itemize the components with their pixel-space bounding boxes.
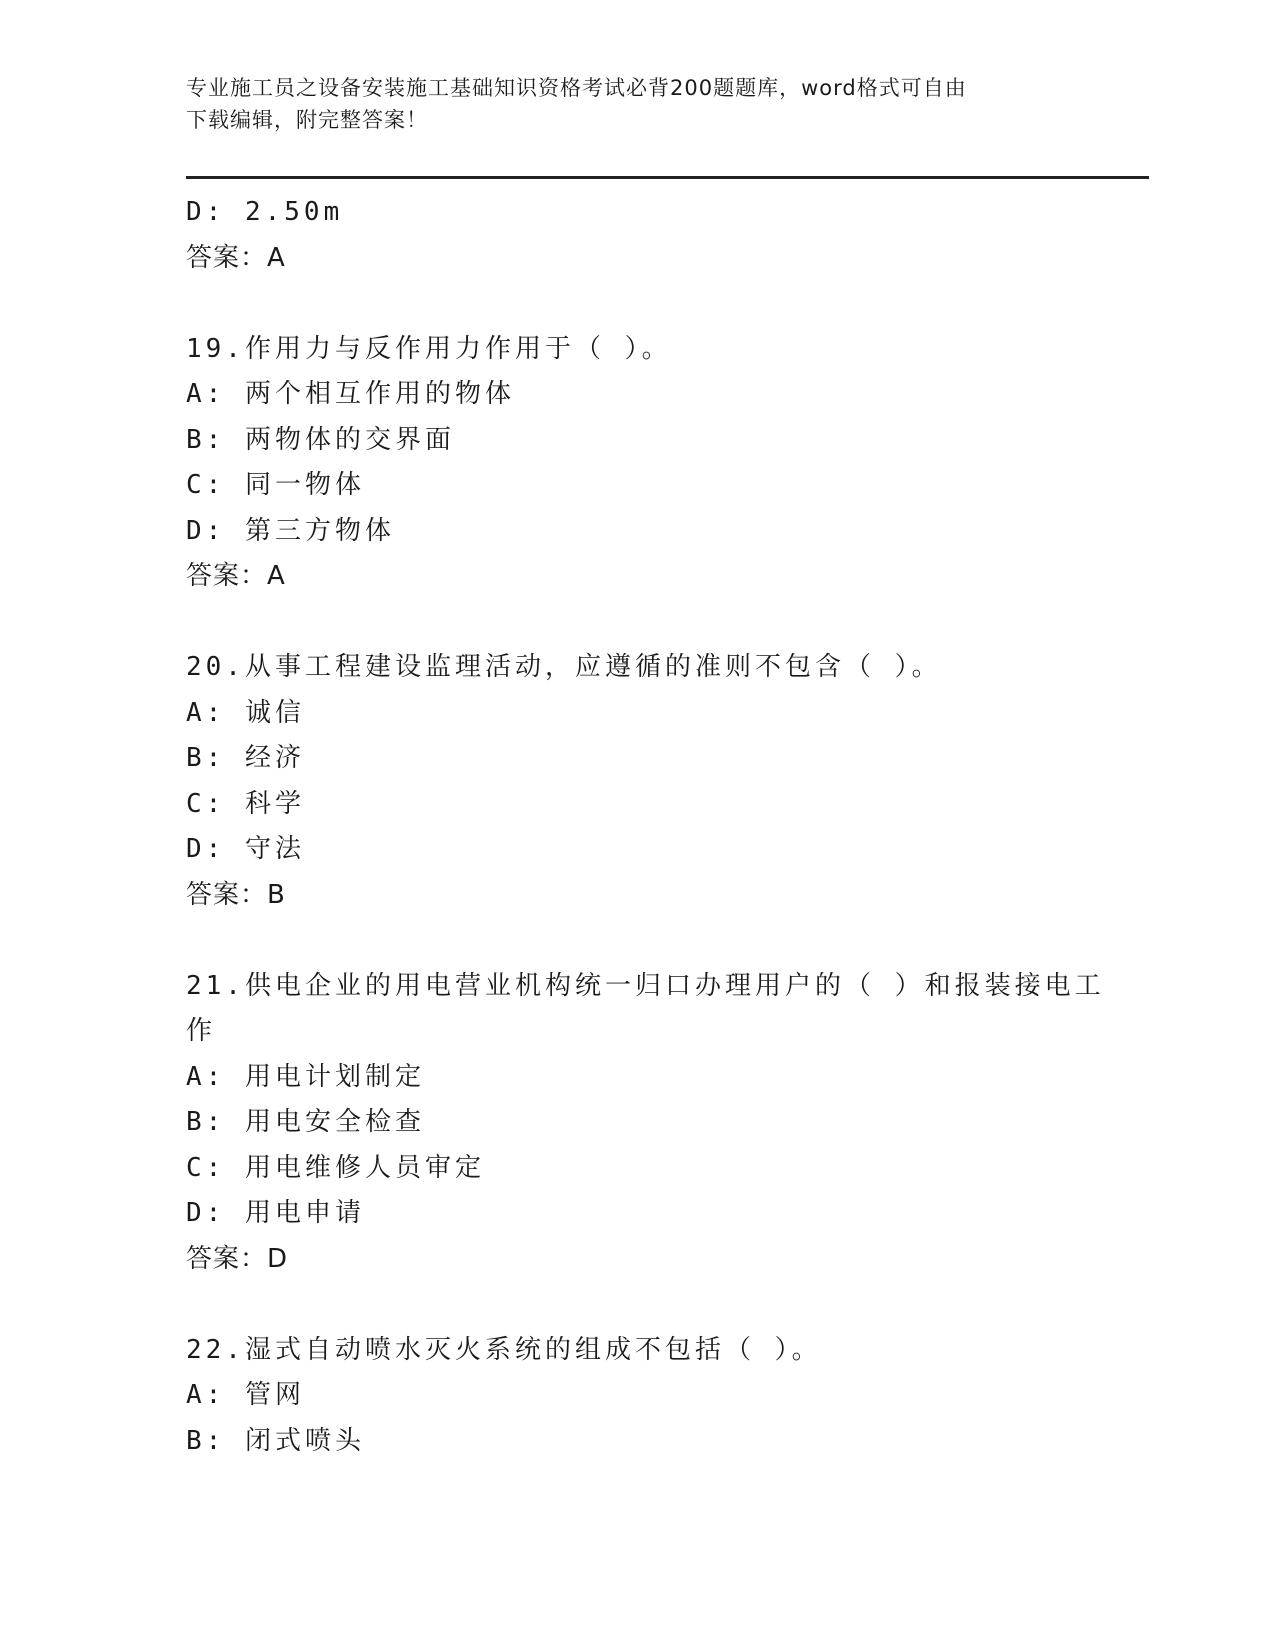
header-line-1: 专业施工员之设备安装施工基础知识资格考试必背200题题库，word格式可自由 xyxy=(186,76,967,100)
question-stem: 19.作用力与反作用力作用于（ ）。 xyxy=(186,333,672,364)
header-divider xyxy=(186,176,1149,179)
option-b: B: 用电安全检查 xyxy=(186,1107,425,1137)
option-b: B: 经济 xyxy=(186,743,305,773)
question-stem: 20.从事工程建设监理活动，应遵循的准则不包含（ ）。 xyxy=(186,652,942,682)
option-b: B: 两物体的交界面 xyxy=(186,424,455,455)
question-19 xyxy=(186,327,1086,600)
option-c: C: 同一物体 xyxy=(186,470,365,500)
question-22 xyxy=(186,1328,1086,1465)
option-c: C: 用电维修人员审定 xyxy=(186,1152,485,1183)
question-stem: 22.湿式自动喷水灭火系统的组成不包括（ ）。 xyxy=(186,1334,822,1365)
answer: 答案：D xyxy=(186,1243,289,1274)
option-b: B: 闭式喷头 xyxy=(186,1425,365,1456)
question-content xyxy=(186,190,1105,1464)
option-d: D: 守法 xyxy=(186,834,305,864)
question-21 xyxy=(186,964,1105,1283)
option-d: D: 2.50m xyxy=(186,197,344,227)
question-stem-line-1: 21.供电企业的用电营业机构统一归口办理用户的（ ）和报装接电工 xyxy=(186,970,1105,1001)
question-18-tail xyxy=(186,190,1086,281)
option-a: A: 管网 xyxy=(186,1380,305,1410)
question-stem-line-2: 作 xyxy=(186,1016,217,1046)
header-line-2: 下载编辑，附完整答案！ xyxy=(186,108,428,132)
answer: 答案：A xyxy=(186,561,286,591)
answer: 答案：B xyxy=(186,879,286,910)
option-d: D: 第三方物体 xyxy=(186,515,395,546)
answer: 答案：A xyxy=(186,242,286,273)
option-c: C: 科学 xyxy=(186,788,305,819)
option-a: A: 两个相互作用的物体 xyxy=(186,379,515,409)
option-a: A: 用电计划制定 xyxy=(186,1061,425,1092)
option-a: A: 诚信 xyxy=(186,697,305,728)
option-d: D: 用电申请 xyxy=(186,1198,365,1228)
question-20 xyxy=(186,645,1086,918)
document-header xyxy=(186,72,1086,136)
